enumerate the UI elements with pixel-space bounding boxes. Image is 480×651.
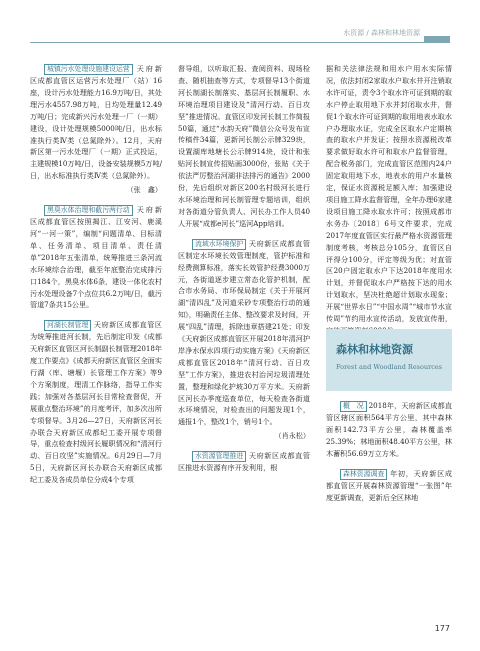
paragraph [326, 400, 452, 460]
keyword-badge: 河湖长制管理 [44, 320, 91, 331]
column-middle [178, 63, 310, 474]
section-title: 森林和林地资源 [336, 343, 413, 356]
column-left [30, 63, 162, 486]
keyword-badge: 水资源管理推进 [192, 451, 246, 462]
paragraph-text: 天府新区成都直管区制定水环境长效管理制度，管护标准和经费测算标准，落实长效管护经费3000万元，各街道逐步建立常态化管护机制，配合市水务局、市环保局制定《关于开展河湖“清四乱”及河道采砂专项整治行动的通知》，明确责任主体、整改要求及时间，开展“四乱”清理，拆除违章搭建21处；印发《天府新区成都直管区开展2018年清河护岸净水保水四项行动实施方案》《天府新区成都直管区2018年“清河行动、百日攻坚”工作方案》，推进农村治河垃圾清理处置，整理和绿化护坡30万平方米。天府新区河长办季度巡查单位，每天检查各街道水环境情况，对检查出的问题发现1个，通报1个，整改1个，销号1个。 [178, 238, 310, 427]
keyword-badge: 森林资源调查 [340, 469, 387, 480]
section-banner [326, 329, 452, 391]
paragraph [30, 204, 162, 311]
paragraph [30, 63, 162, 182]
keyword-badge: 概 况 [340, 401, 367, 412]
paragraph [326, 468, 452, 504]
header-rule [30, 42, 450, 43]
paragraph-text: 年初，天府新区成都直管区开展森林资源管理“一张图”年度更新调查，更新后全区林地 [326, 468, 452, 502]
paragraph-text: 天府新区成都直管区为统筹推进河长制，先后制定印发《成都天府新区直管区河长制副长制管理2018年度工作要点》《成都天府新区直管区全面实行湖（库、塘堰）长管理工作方案》等9个方案制度，理清工作脉络，指导工作实践；加强对各基层河长目常检查督促，开展重点整治环境”的月度考评，加多次出所专项督导。3月26—27日，天府新区河长办联合天府新区成都纪工委开展专项督导，重点检查村级河长履职情况和“清河行动、百日攻坚”实施情况。6月29日—7月5日，天府新区河长办联合天府新区成都纪工委及各成员单位分成4个专项 [30, 320, 162, 485]
paragraph-text: 督导组，以听取汇报、查阅资料、现场检查、随机抽查等方式，专项督导13个街道河长制湖长制落实、基层河长制履职、水环境治理项目建设及“清河行动、百日攻坚”推进情况。直管区印发河长制工作简报50篇，通过“水韵天府”微信公众号发布宣传稿件34篇，更新河长制公示牌329块，设置湖库地塘长公示牌914块，设计和张贴河长制宣传招贴画3000份，张贴《关于依法严厉整治河湖非法排污的通告》2000份，先后组织对新区200名村级河长进行水环境治理和河长制管理专题培训，组织对各街道分管负责人、河长办工作人员40人开展“成都e河长”巡河App培训。 [178, 64, 310, 228]
column-right-lower [326, 400, 452, 503]
paragraph-text: 天府新区成都直管区按照揭江、江安河、鹿溪河“一河一策”，编制“问题清单、目标清单、任务清单、项目清单、责任清单”2018年五张清单，统筹推进三条河流水环境综合治理，截至年底整治完成排污口184个，黑臭水体6条，建设一体化农村污水处理设备7个点位共6.2万吨/日，截污管道7条共15公里。 [30, 205, 162, 310]
paragraph-text: 2018年，天府新区成都直管区辖区面积564平方公里，其中森林面积142.73平方公里，森林覆盖率25.39%；林地面积48.40平方公里，林木蓄积56.69万立方米。 [326, 401, 452, 458]
running-title: 水资源 / 森林和林地资源 [343, 29, 420, 37]
section-title-english: Forest and Woodland Resources [336, 363, 443, 371]
keyword-badge: 黑臭水体治理和截污两行动 [44, 205, 133, 216]
paragraph-text: 天府新区成都直管区运营污水处理厂（站）16座，设计污水处理能力16.9万吨/日，其处理污水4557.98万吨，日均处理量12.49万吨/日；完成新兴污水处理一厂（一期）建设，设计处理规模5000吨/日，出水标准执行类Ⅳ类（总氮除外）。12月，天府新区第一污水处理厂（一期）正式投运，主建规模10万吨/日，设备安装规模5万吨/日，出水标准执行类Ⅳ类（总氮除外）。 [30, 64, 162, 181]
paragraph-text: 据和关法律法规和用水户用水实际情况，依法封闭2家取水户取水井开注销取水许可证，责令3个取水许可证到期的取水户停止取用地下水并封闭取水井，督促1个取水许可证到期的取用地表水取水户办理取水证，完成全区取水户定期核查的取水户并发证；按照水资源税改革要求做好取水许可和取水户监督管理，配合税务部门，完成直管区范围内24户固定取用地下水，地表水的用户水量核定，保证水资源税足额入库；加强建设项目施工降水监督管理，全年办理6家建设项目施工降水取水许可；按照成都市水务办〔2018〕6号文件要求，完成2017年度直管区实行最严格水资源管理制度考核，考核总分105分，直管区自评得分100分，评定等级为优；对直管区20户固定取水户下达2018年度用水计划，并督促取水户严格按下达的用水计划取水，坚决杜绝超计划取水现象；开展“世界水日”“中国水周”“城市节水宣传周”节约用水宣传活动，发放宣传册， [326, 64, 452, 324]
paragraph [30, 319, 162, 486]
author-signature: （张 鑫） [126, 185, 162, 195]
header-tab [424, 36, 450, 42]
paragraph [178, 450, 310, 474]
paragraph [178, 238, 310, 429]
keyword-badge: 流域水环境保护 [192, 239, 246, 250]
paragraph [178, 63, 310, 230]
page-number: 177 [434, 624, 450, 633]
column-right [326, 63, 452, 351]
keyword-badge: 城镇污水处理设施建设运营 [44, 64, 133, 75]
paragraph-text: 天府新区成都直管区推进水资源有序开发利用，根 [178, 451, 310, 473]
author-signature: （肖永松） [274, 431, 310, 441]
paragraph [326, 63, 452, 337]
